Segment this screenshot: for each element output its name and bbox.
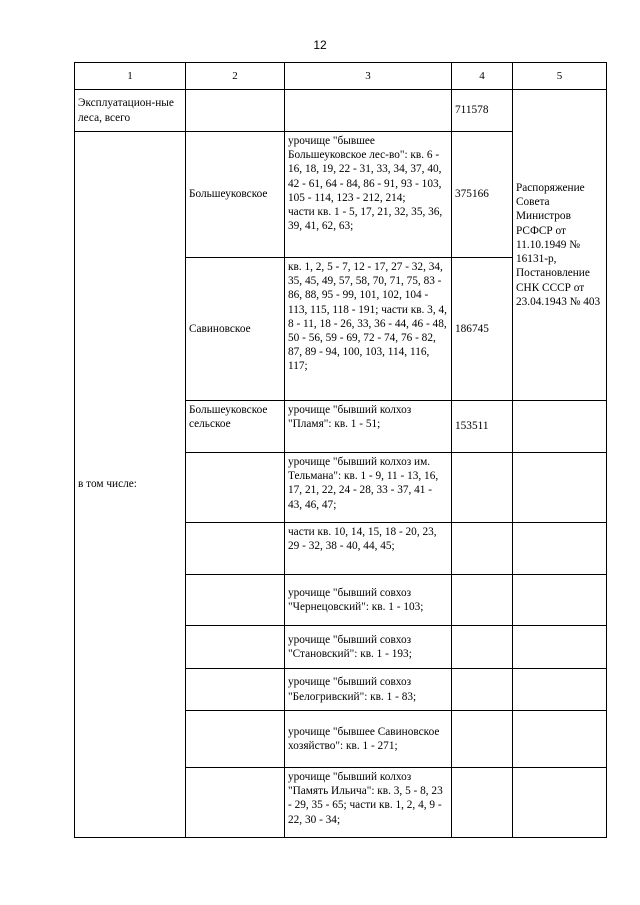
legal-basis-cell: [513, 575, 607, 626]
header-row: [75, 63, 607, 90]
area-cell: 153511: [452, 401, 513, 453]
page-number: 12: [313, 38, 327, 52]
legal-basis-cell: [513, 669, 607, 711]
category-label: Эксплуатацион-ные леса, всего: [75, 90, 186, 132]
forest-table: [74, 62, 607, 838]
location-cell: урочище "бывший колхоз им. Тельмана": кв. 1 - 9, 11 - 13, 16, 17, 21, 22, 24 - 28, 33 - 37, 41 - 43, 46, 47;: [285, 453, 452, 523]
district-cell: [186, 711, 285, 768]
header-cell: 5: [513, 63, 607, 90]
area-cell: [452, 453, 513, 523]
legal-basis-cell: [513, 626, 607, 669]
header-cell: 3: [285, 63, 452, 90]
area-cell: 375166: [452, 132, 513, 258]
district-cell: [186, 575, 285, 626]
location-cell: урочище "бывший совхоз "Чернецовский": кв. 1 - 103;: [285, 575, 452, 626]
area-cell: [452, 626, 513, 669]
district-cell: Большеуковское сельское: [186, 401, 285, 453]
area-cell: [452, 523, 513, 575]
header-cell: 4: [452, 63, 513, 90]
header-cell: 2: [186, 63, 285, 90]
area-cell: [452, 669, 513, 711]
area-cell: [452, 711, 513, 768]
district-cell: [186, 523, 285, 575]
table-row: [75, 90, 607, 132]
district-cell: [186, 90, 285, 132]
location-cell: урочище "бывшее Савиновское хозяйство": кв. 1 - 271;: [285, 711, 452, 768]
area-cell: 711578: [452, 90, 513, 132]
area-cell: [452, 575, 513, 626]
location-cell: [285, 90, 452, 132]
legal-basis-cell: [513, 711, 607, 768]
incl-label: в том числе:: [75, 132, 186, 838]
location-cell: кв. 1, 2, 5 - 7, 12 - 17, 27 - 32, 34, 35, 45, 49, 57, 58, 70, 71, 75, 83 - 86, 88, 95 - 99, 101, 102, 104 - 113, 115, 118 - 191; части кв. 3, 4, 8 - 11, 18 - 26, 33, 36 - 44, 46 - 48, 50 - 56, 59 - 69, 72 - 74, 76 - 82, 87, 89 - 94, 100, 103, 114, 116, 117;: [285, 258, 452, 401]
district-cell: [186, 626, 285, 669]
location-cell: части кв. 10, 14, 15, 18 - 20, 23, 29 - 32, 38 - 40, 44, 45;: [285, 523, 452, 575]
legal-basis-cell: [513, 453, 607, 523]
district-cell: [186, 768, 285, 838]
location-cell: урочище "бывший колхоз "Память Ильича": кв. 3, 5 - 8, 23 - 29, 35 - 65; части кв. 1, 2, 4, 9 - 22, 30 - 34;: [285, 768, 452, 838]
header-cell: 1: [75, 63, 186, 90]
location-cell: урочище "бывшее Большеуковское лес-во": кв. 6 - 16, 18, 19, 22 - 31, 33, 34, 37, 40, 42 - 61, 64 - 84, 86 - 91, 93 - 103, 105 - 114, 123 - 212, 214; части кв. 1 - 5, 17, 21, 32, 35, 36, 39, 41, 62, 63;: [285, 132, 452, 258]
district-cell: Савиновское: [186, 258, 285, 401]
location-cell: урочище "бывший совхоз "Становский": кв. 1 - 193;: [285, 626, 452, 669]
legal-basis-cell: [513, 401, 607, 453]
area-cell: [452, 768, 513, 838]
district-cell: [186, 669, 285, 711]
area-cell: 186745: [452, 258, 513, 401]
district-cell: [186, 453, 285, 523]
legal-basis-cell: [513, 768, 607, 838]
district-cell: Большеуковское: [186, 132, 285, 258]
legal-basis-note: Распоряжение Совета Министров РСФСР от 11.10.1949 № 16131-р, Постановление СНК СССР от 23.04.1943 № 403: [513, 90, 607, 401]
legal-basis-cell: [513, 523, 607, 575]
location-cell: урочище "бывший совхоз "Белогривский": кв. 1 - 83;: [285, 669, 452, 711]
location-cell: урочище "бывший колхоз "Пламя": кв. 1 - 51;: [285, 401, 452, 453]
